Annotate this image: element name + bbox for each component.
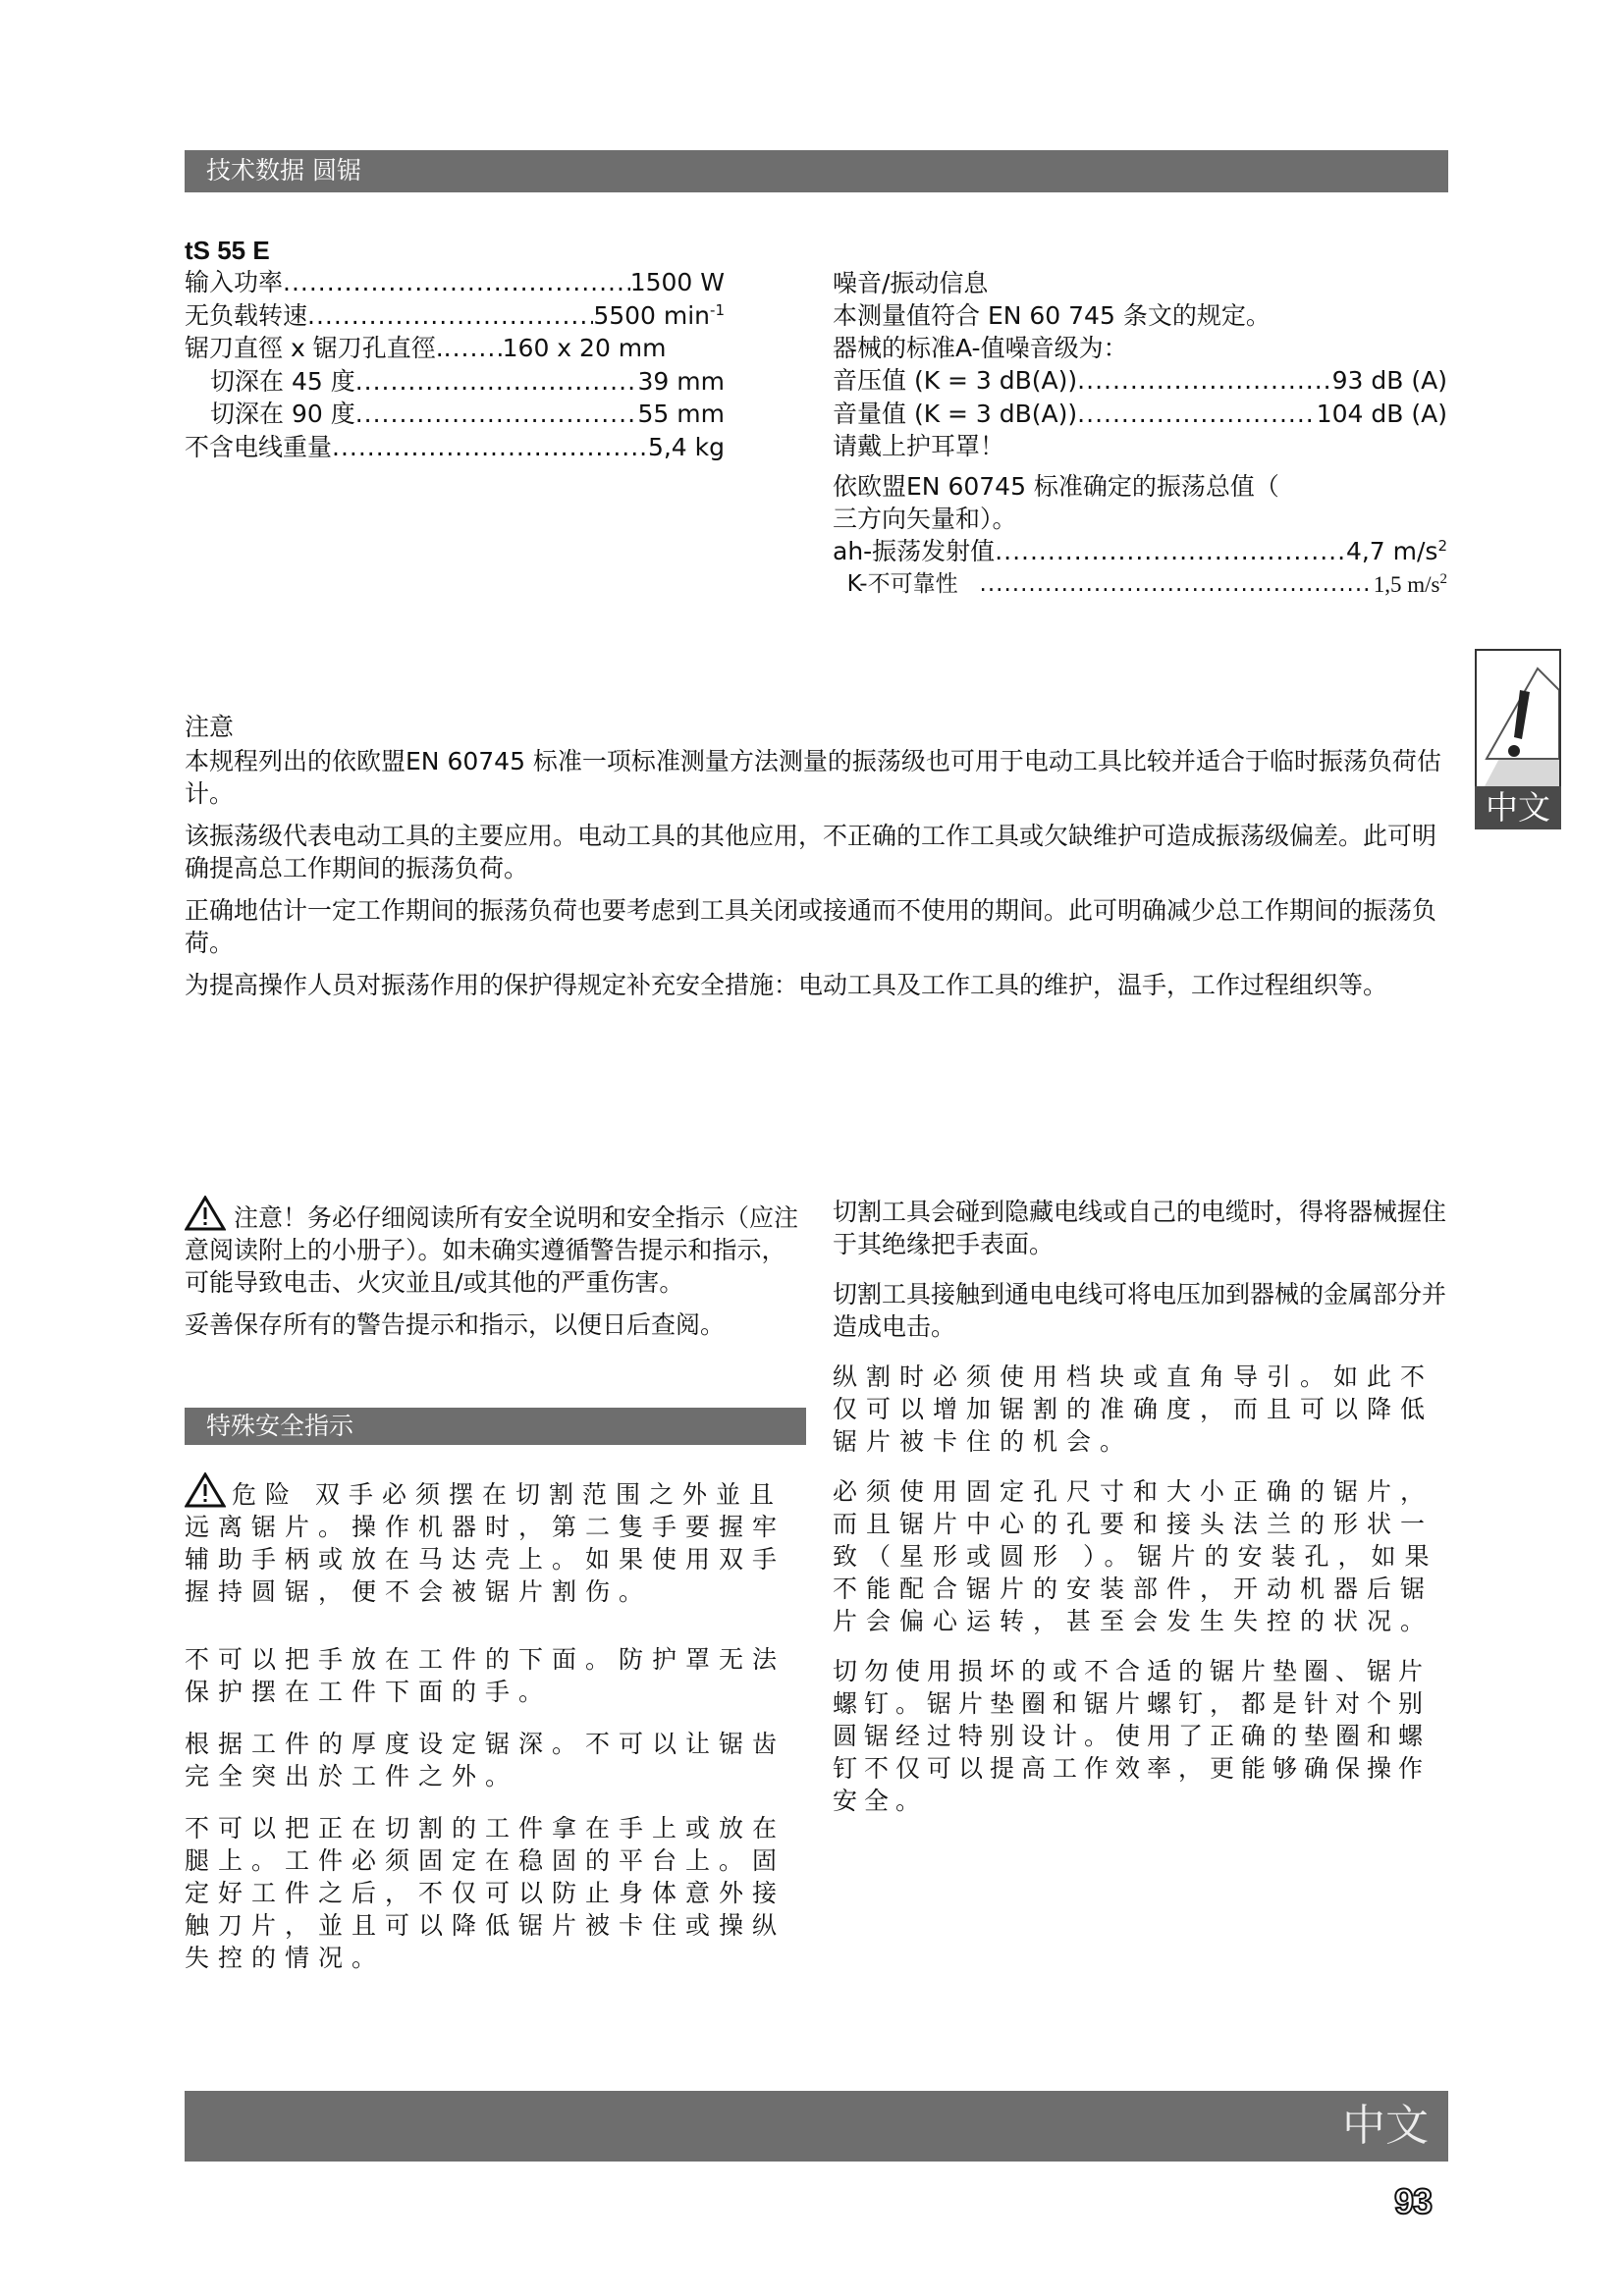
- spec-row: 不含电线重量 ..... 5,4 kg: [185, 431, 725, 464]
- footer-bar: [185, 2091, 1448, 2162]
- warning-triangle-icon: [185, 1472, 226, 1508]
- specs-block: [185, 236, 725, 463]
- notice-paragraph: 正确地估计一定工作期间的振荡负荷也要考虑到工具关闭或接通而不使用的期间。此可明确减少总工作期间的振荡负荷。: [185, 896, 1437, 957]
- page-number: 93: [1394, 2181, 1433, 2221]
- footer-language-label: 中文: [1342, 2101, 1429, 2151]
- noise-row: 音量值 (K = 3 dB(A)) ..... 104 dB (A): [833, 398, 1447, 431]
- general-warning: 注意！务必仔细阅读所有安全说明和安全指示（应注意阅读附上的小册子）。如未确实遵循警告提示和指示，可能导致电击、火灾並且/或其他的严重伤害。: [185, 1196, 805, 1299]
- safety-paragraph: 纵割时必须使用档块或直角导引。如此不仅可以增加锯割的准确度，而且可以降低锯片被卡住的机会。: [833, 1362, 1435, 1456]
- safety-paragraph: 必须使用固定孔尺寸和大小正确的锯片，而且锯片中心的孔要和接头法兰的形状一致（星形或圆形 ）。锯片的安装孔，如果不能配合锯片的安装部件，开动机器后锯片会偏心运转，甚至会发生失控的状况。: [833, 1477, 1438, 1635]
- safety-left-column: [185, 1196, 805, 1351]
- safety-left-column-2: [185, 1472, 793, 1984]
- section-title: 技术数据 圆锯: [206, 156, 361, 185]
- safety-paragraph: 根据工件的厚度设定锯深。不可以让锯齿完全突出於工件之外。: [185, 1730, 786, 1790]
- spec-row: 切深在 45 度 ..... 39 mm: [185, 365, 725, 399]
- safety-paragraph: 切勿使用损坏的或不合适的锯片垫圈、锯片螺钉。锯片垫圈和锯片螺钉，都是针对个别圆锯经过特别设计。使用了正确的垫圈和螺钉不仅可以提高工作效率，更能够确保操作安全。: [833, 1657, 1431, 1815]
- vibration-intro-2: 三方向矢量和）。: [833, 505, 1017, 533]
- warning-exclamation-icon: [1477, 651, 1559, 788]
- notice-paragraph: 该振荡级代表电动工具的主要应用。电动工具的其他应用，不正确的工作工具或欠缺维护可造成振荡级偏差。此可明确提高总工作期间的振荡负荷。: [185, 822, 1437, 882]
- section-header-special-safety: 特殊安全指示: [185, 1408, 806, 1445]
- spec-row: 锯刀直徑 x 锯刀孔直徑. ..... 160 x 20 mm: [185, 332, 725, 365]
- safety-paragraph: 切割工具接触到通电电线可将电压加到器械的金属部分并造成电击。: [833, 1280, 1447, 1341]
- noise-level-intro: 器械的标准A-值噪音级为：: [833, 334, 1128, 362]
- spec-row: 输入功率 ..... 1500 W: [185, 266, 725, 299]
- noise-row: 音压值 (K = 3 dB(A)) ..... 93 dB (A): [833, 364, 1447, 398]
- safety-paragraph: 不可以把手放在工件的下面。防护罩无法保护摆在工件下面的手。: [185, 1645, 786, 1706]
- noise-block: [833, 267, 1447, 601]
- notice-paragraph: 本规程列出的依欧盟EN 60745 标准一项标准测量方法测量的振荡级也可用于电动工具比较并适合于临时振荡负荷估计。: [185, 747, 1441, 808]
- noise-standard: 本测量值符合 EN 60 745 条文的规定。: [833, 301, 1271, 330]
- keep-instructions: 妥善保存所有的警告提示和指示，以便日后查阅。: [185, 1310, 726, 1339]
- ear-protection-note: 请戴上护耳罩！: [833, 432, 1005, 460]
- vibration-intro: 依欧盟EN 60745 标准确定的振荡总值（: [833, 472, 1279, 501]
- notice-heading: 注意: [185, 713, 235, 741]
- warning-triangle-icon: [185, 1196, 226, 1231]
- vibration-row: ah-振荡发射值 ..... 4,7 $m/s^2$: [833, 535, 1447, 568]
- danger-paragraph: 危险 双手必须摆在切割范围之外並且远离锯片。操作机器时，第二隻手要握牢辅助手柄或放在马达壳上。如果使用双手握持圆锯，便不会被锯片割伤。: [185, 1472, 793, 1608]
- noise-heading: 噪音/振动信息: [833, 269, 989, 297]
- language-tab-label: 中文: [1475, 786, 1561, 829]
- safety-right-column: [833, 1196, 1451, 1827]
- notice-block: [185, 711, 1451, 1011]
- model-name: tS 55 E: [185, 236, 270, 265]
- safety-paragraph: 切割工具会碰到隐藏电线或自己的电缆时，得将器械握住于其绝缘把手表面。: [833, 1198, 1447, 1258]
- section-header-technical-data: [185, 150, 1448, 192]
- notice-paragraph: 为提高操作人员对振荡作用的保护得规定补充安全措施：电动工具及工作工具的维护，温手，工作过程组织等。: [185, 971, 1388, 999]
- safety-paragraph: 不可以把正在切割的工件拿在手上或放在腿上。工件必须固定在稳固的平台上。固定好工件之后，不仅可以防止身体意外接触刀片，並且可以降低锯片被卡住或操纵失控的情况。: [185, 1814, 786, 1972]
- spec-row: 切深在 90 度 ..... 55 mm: [185, 398, 725, 431]
- spec-row: 无负载转速 ..... 5500 $\min^{-1}$: [185, 299, 725, 333]
- vibration-row: K-不可靠性 ..... 1,5 $m/s^2$: [833, 568, 1447, 602]
